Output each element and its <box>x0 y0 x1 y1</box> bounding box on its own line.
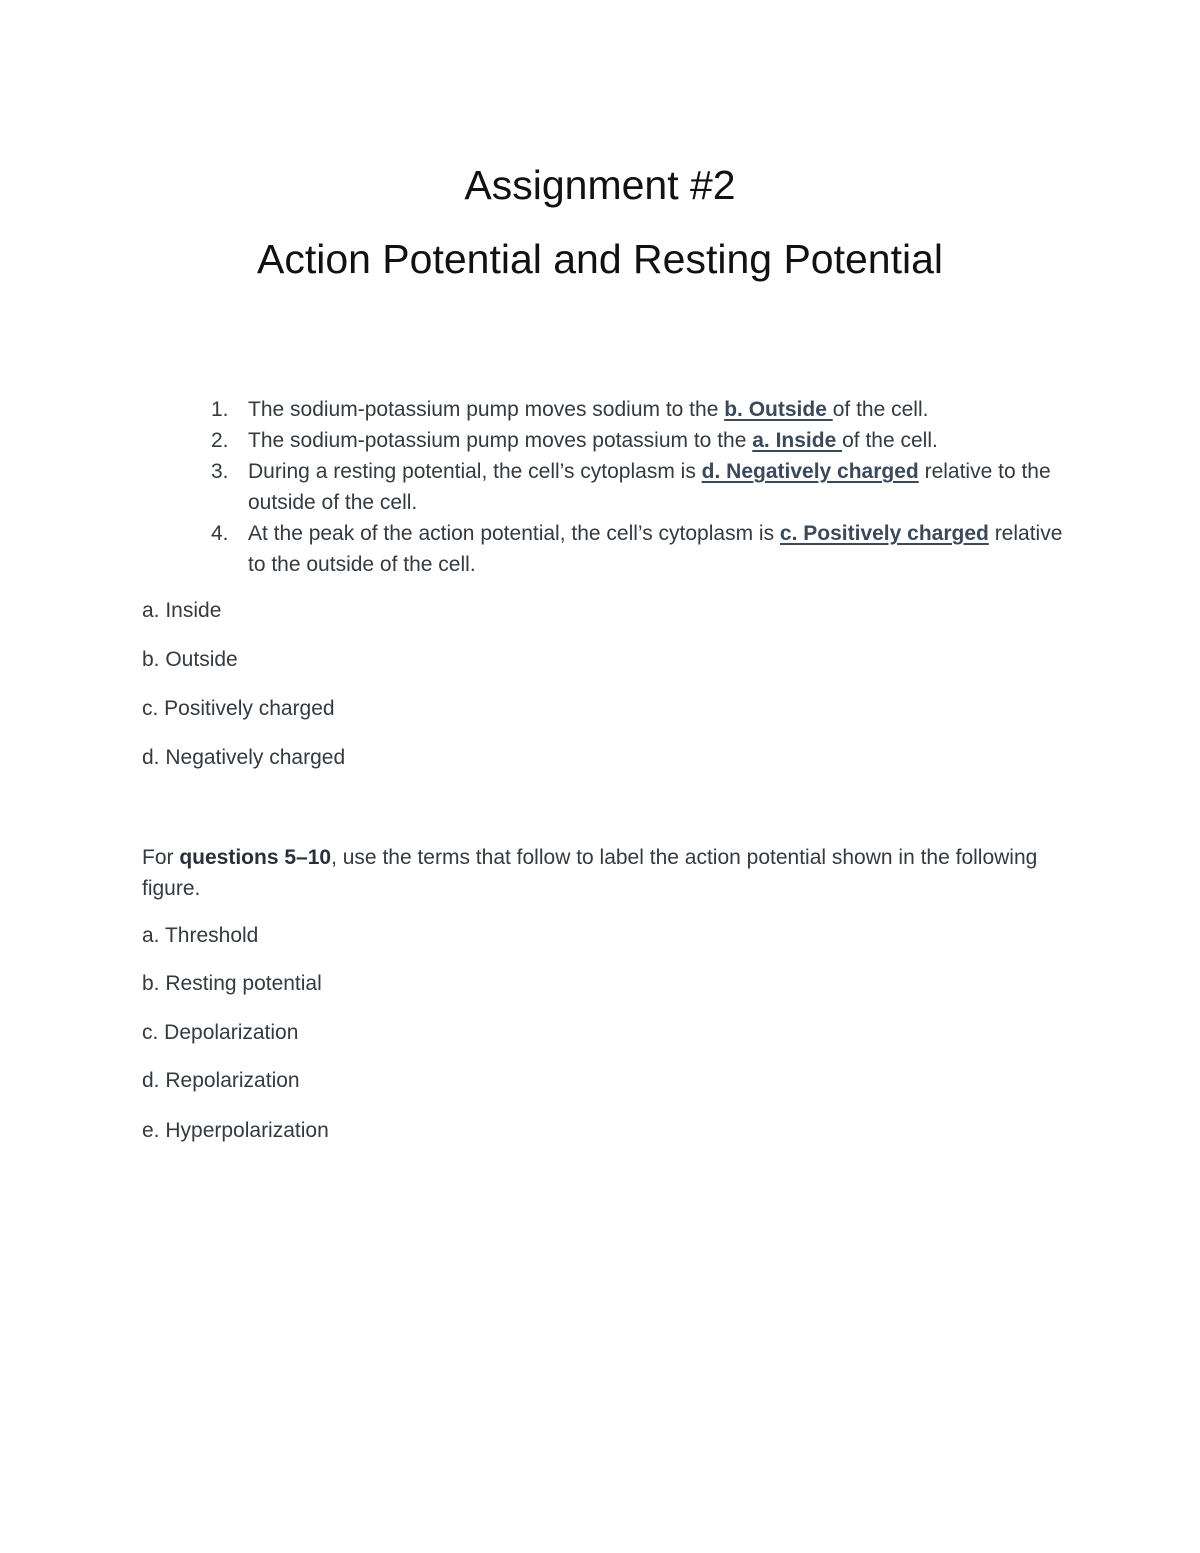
question-item <box>205 425 1085 456</box>
option-item: d. Negatively charged <box>142 746 346 769</box>
question-item <box>205 456 1085 518</box>
question-text: The sodium-potassium pump moves sodium to the <box>248 398 725 421</box>
question-number: 3. <box>211 460 229 483</box>
option-item: b. Outside <box>142 648 238 671</box>
question-text: The sodium-potassium pump moves potassium to the <box>248 429 753 452</box>
term-item: b. Resting potential <box>142 972 322 995</box>
question-text-end: relative to the outside of the cell. <box>248 522 1063 576</box>
term-item: e. Hyperpolarization <box>142 1119 329 1142</box>
question-text: At the peak of the action potential, the cell’s cytoplasm is <box>248 522 780 545</box>
question-number: 4. <box>211 522 229 545</box>
instruction-lead: For <box>142 846 180 869</box>
option-item: c. Positively charged <box>142 697 335 720</box>
question-answer: c. Positively charged <box>779 522 989 545</box>
instruction-rest: , use the terms that follow to label the action potential shown in the following figure. <box>142 846 1038 900</box>
question-number: 2. <box>211 429 229 452</box>
question-text-end: of the cell. <box>842 429 938 452</box>
assignment-title: Assignment #2 <box>464 162 736 208</box>
question-text-end: relative to the outside of the cell. <box>248 460 1051 514</box>
question-text: During a resting potential, the cell’s cytoplasm is <box>248 460 702 483</box>
instruction-paragraph <box>142 842 1072 904</box>
question-answer: d. Negatively charged <box>701 460 919 483</box>
question-list <box>205 394 1085 580</box>
question-text-end: of the cell. <box>832 398 929 421</box>
term-item: a. Threshold <box>142 924 259 947</box>
term-item: c. Depolarization <box>142 1021 299 1044</box>
term-item: d. Repolarization <box>142 1069 300 1092</box>
question-item <box>205 518 1085 580</box>
question-answer: b. Outside <box>724 398 833 421</box>
instruction-bold: questions 5–10 <box>179 846 332 869</box>
assignment-subtitle: Action Potential and Resting Potential <box>256 236 944 282</box>
question-answer: a. Inside <box>752 429 843 452</box>
option-item: a. Inside <box>142 599 222 622</box>
question-item <box>205 394 1085 425</box>
question-number: 1. <box>211 398 229 421</box>
